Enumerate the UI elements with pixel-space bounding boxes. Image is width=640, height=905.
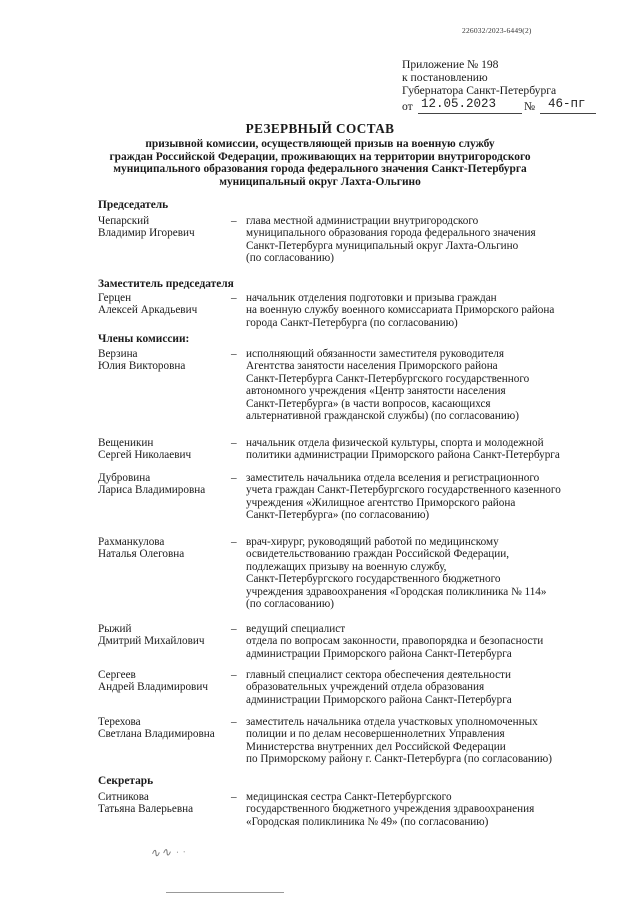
member-dash: – (231, 669, 237, 681)
signature-stroke-icon: ∿∿ (149, 844, 173, 861)
member-name (98, 669, 238, 694)
member-dash: – (231, 215, 237, 227)
position-line: глава местной администрации внутригородского (246, 215, 479, 227)
position-line: на военную службу военного комиссариата Приморского района (246, 304, 555, 317)
member-dash: – (231, 348, 237, 360)
position-line: Агентства занятости населения Приморского района (246, 360, 498, 373)
position-line: образовательных учреждений отдела образования (246, 681, 485, 694)
date-prefix: от (402, 99, 413, 113)
position-line: политики администрации Приморского района Санкт-Петербурга (246, 449, 560, 462)
number-sign: № (524, 99, 536, 113)
position-line: администрации Приморского района Санкт-Петербурга (246, 693, 512, 706)
member-position (246, 437, 640, 462)
position-line: полиции и по делам несовершеннолетних Управления (246, 728, 505, 741)
member-name (98, 292, 238, 317)
position-line: государственного бюджетного учреждения здравоохранения (246, 803, 535, 816)
number-underline (540, 113, 596, 114)
position-line: главный специалист сектора обеспечения деятельности (246, 669, 511, 681)
position-line: муниципального образования города федерального значения (246, 227, 536, 240)
date-underline (418, 113, 522, 114)
position-line: медицинская сестра Санкт-Петербургского (246, 791, 452, 803)
member-given-names: Татьяна Валерьевна (98, 803, 194, 816)
member-position (246, 472, 640, 522)
position-line: автономного учреждения «Центр занятости населения (246, 385, 506, 398)
position-line: подлежащих призыву на военную службу, (246, 560, 447, 573)
document-title: РЕЗЕРВНЫЙ СОСТАВ (245, 121, 395, 136)
signature-mark: · · (175, 847, 187, 859)
position-line: Санкт-Петербурга Санкт-Петербургского государственного (246, 372, 530, 385)
position-line: Санкт-Петербурга муниципальный округ Лахта-Ольгино (246, 239, 519, 252)
member-dash: – (231, 536, 237, 548)
position-line: освидетельствованию граждан Российской Федерации, (246, 548, 510, 561)
member-dash: – (231, 623, 237, 635)
member-name (98, 716, 238, 741)
subtitle-line: призывной комиссии, осуществляющей призыв на военную службу (145, 138, 495, 150)
member-surname: Вещеникин (98, 437, 154, 449)
position-line: по Приморскому району г. Санкт-Петербурга (по согласованию) (246, 753, 552, 766)
position-line: ведущий специалист (246, 623, 346, 635)
position-line: учета граждан Санкт-Петербургского государственного казенного (246, 484, 561, 497)
appendix-line-2: к постановлению (402, 71, 488, 85)
position-line: Санкт-Петербургского государственного бюджетного (246, 573, 501, 586)
position-line: администрации Приморского района Санкт-Петербурга (246, 647, 512, 660)
member-name (98, 215, 238, 240)
position-line: «Городская поликлиника № 49» (по согласованию) (246, 815, 489, 828)
position-line: (по согласованию) (246, 252, 334, 265)
subtitle-line: муниципального образования города федерального значения Санкт-Петербурга (113, 163, 527, 176)
member-position (246, 215, 640, 265)
position-line: начальник отделения подготовки и призыва граждан (246, 292, 497, 304)
document-registration-number: 226032/2023-6449(2) (462, 26, 532, 35)
member-surname: Чепарский (98, 215, 150, 227)
member-given-names: Сергей Николаевич (98, 449, 192, 462)
position-line: Санкт-Петербурга» (в части вопросов, касающихся (246, 397, 491, 410)
position-line: города Санкт-Петербурга (по согласованию) (246, 316, 458, 329)
section-chairman: Председатель (98, 199, 169, 211)
appendix-line-3: Губернатора Санкт-Петербурга (402, 84, 557, 98)
handwritten-signature (150, 844, 187, 861)
member-name (98, 536, 238, 561)
decree-date: 12.05.2023 (421, 96, 497, 111)
position-line: исполняющий обязанности заместителя руководителя (246, 348, 505, 360)
member-given-names: Владимир Игоревич (98, 227, 195, 240)
position-line: отдела по вопросам законности, правопорядка и безопасности (246, 635, 544, 648)
member-name (98, 623, 238, 648)
member-name (98, 472, 238, 497)
member-given-names: Юлия Викторовна (98, 360, 186, 373)
member-position (246, 292, 640, 329)
member-surname: Терехова (98, 716, 141, 728)
position-line: Санкт-Петербурга» (по согласованию) (246, 509, 430, 522)
member-given-names: Андрей Владимирович (98, 681, 208, 694)
section-secretary: Секретарь (98, 775, 154, 787)
member-position (246, 716, 640, 766)
member-surname: Дубровина (98, 472, 151, 484)
position-line: учреждения «Жилищное агентство Приморского района (246, 496, 516, 509)
appendix-date-line (402, 96, 586, 113)
member-surname: Верзина (98, 348, 138, 360)
position-line: заместитель начальника отдела участковых уполномоченных (246, 716, 538, 728)
appendix-block (402, 58, 586, 113)
section-members: Члены комиссии: (98, 333, 190, 345)
member-dash: – (231, 716, 237, 728)
position-line: врач-хирург, руководящий работой по медицинскому (246, 536, 499, 548)
member-dash: – (231, 791, 237, 803)
footer-rule (166, 892, 284, 893)
member-position (246, 348, 640, 422)
position-line: (по согласованию) (246, 598, 334, 611)
member-position (246, 669, 640, 706)
position-line: альтернативной гражданской службы) (по согласованию) (246, 410, 519, 423)
member-surname: Герцен (98, 292, 132, 304)
member-given-names: Наталья Олеговна (98, 548, 185, 561)
member-dash: – (231, 472, 237, 484)
member-name (98, 437, 238, 462)
position-line: учреждения здравоохранения «Городская поликлиника № 114» (246, 585, 547, 598)
position-line: заместитель начальника отдела вселения и регистрационного (246, 472, 540, 484)
member-dash: – (231, 437, 237, 449)
member-name (98, 348, 238, 373)
member-given-names: Алексей Аркадьевич (98, 304, 198, 317)
appendix-line-1: Приложение № 198 (402, 58, 499, 71)
member-given-names: Лариса Владимировна (98, 484, 206, 497)
member-surname: Ситникова (98, 791, 149, 803)
section-deputy: Заместитель председателя (98, 278, 234, 290)
member-surname: Сергеев (98, 669, 136, 681)
member-given-names: Дмитрий Михайлович (98, 635, 205, 648)
member-position (246, 791, 640, 828)
document-subtitle (0, 138, 640, 188)
decree-number: 46-пг (548, 96, 586, 111)
member-name (98, 791, 238, 816)
member-given-names: Светлана Владимировна (98, 728, 215, 741)
member-dash: – (231, 292, 237, 304)
subtitle-line: муниципальный округ Лахта-Ольгино (219, 175, 421, 188)
member-surname: Рыжий (98, 623, 132, 635)
member-position (246, 623, 640, 660)
position-line: Министерства внутренних дел Российской Федерации (246, 740, 506, 753)
position-line: начальник отдела физической культуры, спорта и молодежной (246, 437, 544, 449)
subtitle-line: граждан Российской Федерации, проживающих на территории внутригородского (109, 150, 531, 163)
member-surname: Рахманкулова (98, 536, 165, 548)
member-position (246, 536, 640, 610)
